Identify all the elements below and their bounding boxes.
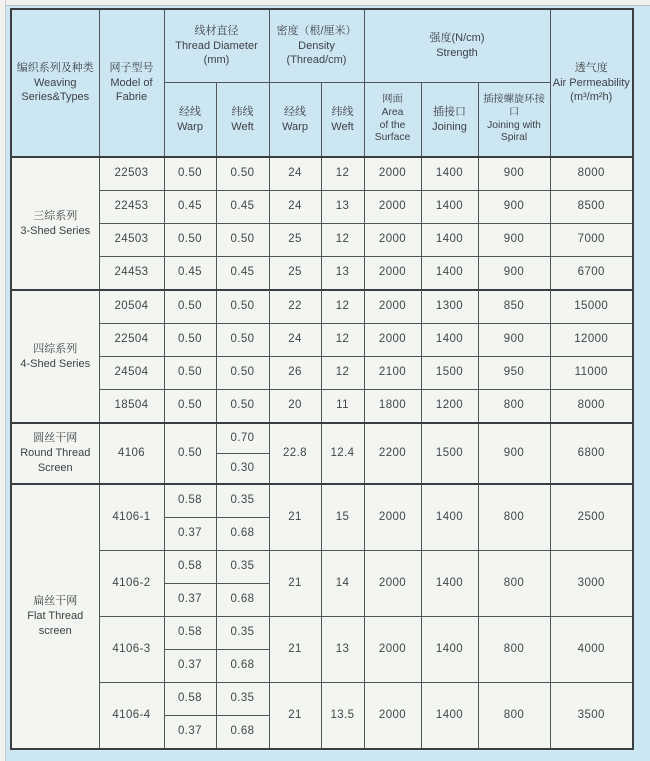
series-label-en: Round Thread Screen bbox=[20, 447, 91, 474]
table-row bbox=[11, 683, 633, 716]
cell-surface-strength: 2000 bbox=[364, 257, 421, 291]
series-label-en: Flat Thread screen bbox=[27, 610, 84, 637]
cell-surface-strength: 2000 bbox=[364, 551, 421, 617]
table-row bbox=[11, 257, 633, 291]
cell-surface-strength: 2000 bbox=[364, 683, 421, 750]
series-label-zh: 三综系列 bbox=[33, 209, 78, 222]
cell-warp-diameter-bottom: 0.37 bbox=[164, 716, 216, 750]
cell-weft-diameter-bottom: 0.68 bbox=[216, 716, 269, 750]
cell-permeability: 12000 bbox=[550, 324, 633, 357]
spiral-zh: 插接螺旋环接口 bbox=[483, 93, 545, 118]
cell-spiral-strength: 900 bbox=[478, 191, 550, 224]
joining-en: Joining bbox=[432, 120, 467, 133]
table-row bbox=[11, 423, 633, 454]
cell-model: 4106-2 bbox=[99, 551, 164, 617]
weft-zh: 纬线 bbox=[231, 105, 254, 118]
header-permeability-en: Air Permeability bbox=[552, 76, 630, 89]
cell-spiral-strength: 900 bbox=[478, 423, 550, 484]
header-model-en: Model of bbox=[110, 76, 153, 89]
series-label-en: 3-Shed Series bbox=[20, 224, 91, 237]
cell-weft-diameter: 0.50 bbox=[216, 324, 269, 357]
cell-permeability: 15000 bbox=[550, 290, 633, 324]
header-strength-zh: 强度(N/cm) bbox=[429, 32, 485, 45]
cell-joining-strength: 1400 bbox=[421, 157, 478, 191]
cell-permeability: 11000 bbox=[550, 357, 633, 390]
weft-en: Weft bbox=[231, 120, 254, 133]
cell-density-weft: 12 bbox=[321, 290, 364, 324]
cell-warp-diameter: 0.45 bbox=[164, 257, 216, 291]
header-series bbox=[11, 9, 99, 157]
cell-joining-strength: 1400 bbox=[421, 257, 478, 291]
cell-warp-diameter: 0.50 bbox=[164, 324, 216, 357]
header-series-zh: 编织系列及种类 bbox=[16, 61, 94, 74]
cell-density-warp: 22 bbox=[269, 290, 321, 324]
cell-density-weft: 12 bbox=[321, 224, 364, 257]
cell-warp-diameter-top: 0.58 bbox=[164, 683, 216, 716]
cell-weft-diameter-top: 0.35 bbox=[216, 617, 269, 650]
cell-warp-diameter-top: 0.58 bbox=[164, 617, 216, 650]
cell-permeability: 3500 bbox=[550, 683, 633, 750]
surface-en2: of the bbox=[379, 119, 406, 131]
cell-model: 4106-3 bbox=[99, 617, 164, 683]
cell-warp-diameter: 0.50 bbox=[164, 390, 216, 424]
cell-joining-strength: 1400 bbox=[421, 191, 478, 224]
header-series-en2: Series&Types bbox=[21, 91, 90, 104]
header-model-en2: Fabrie bbox=[115, 91, 148, 104]
cell-weft-diameter-top: 0.35 bbox=[216, 683, 269, 716]
warp-zh: 经线 bbox=[284, 105, 306, 118]
cell-warp-diameter-bottom: 0.37 bbox=[164, 650, 216, 683]
cell-warp-diameter: 0.50 bbox=[164, 357, 216, 390]
cell-spiral-strength: 900 bbox=[478, 224, 550, 257]
cell-density-weft: 12 bbox=[321, 357, 364, 390]
cell-spiral-strength: 800 bbox=[478, 617, 550, 683]
table-row bbox=[11, 324, 633, 357]
cell-model: 24453 bbox=[99, 257, 164, 291]
cell-spiral-strength: 950 bbox=[478, 357, 550, 390]
cell-surface-strength: 1800 bbox=[364, 390, 421, 424]
table-row bbox=[11, 617, 633, 650]
cell-series-3shed bbox=[11, 157, 99, 290]
cell-spiral-strength: 800 bbox=[478, 484, 550, 551]
cell-model: 24504 bbox=[99, 357, 164, 390]
cell-permeability: 6700 bbox=[550, 257, 633, 291]
cell-warp-diameter: 0.50 bbox=[164, 290, 216, 324]
header-model-zh: 网子型号 bbox=[109, 61, 154, 74]
cell-density-warp: 21 bbox=[269, 551, 321, 617]
cell-weft-diameter: 0.50 bbox=[216, 157, 269, 191]
cell-density-weft: 11 bbox=[321, 390, 364, 424]
cell-density-warp: 25 bbox=[269, 257, 321, 291]
table-row bbox=[11, 484, 633, 518]
header-density-zh: 密度（根/厘米） bbox=[276, 24, 357, 37]
table-row bbox=[11, 390, 633, 424]
header-permeability bbox=[550, 9, 633, 157]
cell-model: 4106 bbox=[99, 423, 164, 484]
cell-weft-diameter: 0.50 bbox=[216, 390, 269, 424]
header-diameter-en: Thread Diameter bbox=[175, 39, 258, 52]
surface-en3: Surface bbox=[374, 132, 411, 144]
cell-joining-strength: 1500 bbox=[421, 357, 478, 390]
cell-density-weft: 13 bbox=[321, 257, 364, 291]
cell-density-warp: 24 bbox=[269, 324, 321, 357]
cell-joining-strength: 1400 bbox=[421, 683, 478, 750]
table-row bbox=[11, 191, 633, 224]
header-series-en: Weaving bbox=[33, 76, 77, 89]
cell-model: 4106-4 bbox=[99, 683, 164, 750]
cell-joining-strength: 1200 bbox=[421, 390, 478, 424]
header-density-en: Density (Thread/cm) bbox=[286, 39, 347, 67]
header-density-group bbox=[269, 9, 364, 83]
cell-density-weft: 12 bbox=[321, 157, 364, 191]
cell-spiral-strength: 850 bbox=[478, 290, 550, 324]
header-strength-group bbox=[364, 9, 550, 83]
surface-zh: 网面 bbox=[382, 93, 403, 105]
cell-warp-diameter-top: 0.58 bbox=[164, 484, 216, 518]
cell-density-weft: 15 bbox=[321, 484, 364, 551]
cell-surface-strength: 2200 bbox=[364, 423, 421, 484]
cell-permeability: 6800 bbox=[550, 423, 633, 484]
cell-warp-diameter: 0.50 bbox=[164, 157, 216, 191]
cell-joining-strength: 1400 bbox=[421, 324, 478, 357]
cell-permeability: 8000 bbox=[550, 157, 633, 191]
cell-density-weft: 14 bbox=[321, 551, 364, 617]
cell-density-warp: 25 bbox=[269, 224, 321, 257]
cell-spiral-strength: 800 bbox=[478, 683, 550, 750]
scan-edge-top bbox=[0, 0, 650, 6]
cell-spiral-strength: 900 bbox=[478, 324, 550, 357]
cell-weft-diameter-top: 0.70 bbox=[216, 423, 269, 454]
cell-density-warp: 24 bbox=[269, 157, 321, 191]
cell-density-warp: 22.8 bbox=[269, 423, 321, 484]
cell-weft-diameter-top: 0.35 bbox=[216, 551, 269, 584]
cell-permeability: 3000 bbox=[550, 551, 633, 617]
cell-weft-diameter: 0.45 bbox=[216, 191, 269, 224]
warp-zh: 经线 bbox=[179, 105, 201, 118]
cell-model: 22504 bbox=[99, 324, 164, 357]
table-row bbox=[11, 290, 633, 324]
header-permeability-unit: (m³/m²h) bbox=[570, 91, 613, 104]
cell-weft-diameter-bottom: 0.68 bbox=[216, 584, 269, 617]
cell-joining-strength: 1400 bbox=[421, 484, 478, 551]
header-diameter-weft bbox=[216, 83, 269, 158]
cell-density-warp: 21 bbox=[269, 683, 321, 750]
header-surface bbox=[364, 83, 421, 158]
cell-surface-strength: 2000 bbox=[364, 290, 421, 324]
cell-model: 4106-1 bbox=[99, 484, 164, 551]
cell-surface-strength: 2000 bbox=[364, 224, 421, 257]
header-joining bbox=[421, 83, 478, 158]
cell-density-warp: 24 bbox=[269, 191, 321, 224]
spec-table bbox=[10, 8, 634, 750]
cell-warp-diameter: 0.50 bbox=[164, 224, 216, 257]
header-density-weft bbox=[321, 83, 364, 158]
cell-joining-strength: 1400 bbox=[421, 617, 478, 683]
cell-spiral-strength: 800 bbox=[478, 551, 550, 617]
table-row bbox=[11, 224, 633, 257]
table-row bbox=[11, 357, 633, 390]
header-diameter-warp bbox=[164, 83, 216, 158]
cell-permeability: 8000 bbox=[550, 390, 633, 424]
cell-permeability: 7000 bbox=[550, 224, 633, 257]
cell-surface-strength: 2000 bbox=[364, 191, 421, 224]
cell-density-weft: 13 bbox=[321, 617, 364, 683]
cell-surface-strength: 2000 bbox=[364, 157, 421, 191]
cell-surface-strength: 2000 bbox=[364, 617, 421, 683]
series-label-zh: 圆丝干网 bbox=[33, 432, 78, 445]
cell-spiral-strength: 800 bbox=[478, 390, 550, 424]
header-permeability-zh: 透气度 bbox=[574, 61, 608, 74]
header-diameter-unit: (mm) bbox=[203, 54, 230, 67]
cell-surface-strength: 2000 bbox=[364, 484, 421, 551]
scan-edge-left bbox=[0, 0, 6, 761]
cell-density-warp: 26 bbox=[269, 357, 321, 390]
cell-permeability: 4000 bbox=[550, 617, 633, 683]
cell-joining-strength: 1300 bbox=[421, 290, 478, 324]
cell-series-round bbox=[11, 423, 99, 484]
joining-zh: 插接口 bbox=[433, 105, 466, 118]
cell-permeability: 8500 bbox=[550, 191, 633, 224]
weft-en: Weft bbox=[331, 120, 354, 133]
cell-density-weft: 13 bbox=[321, 191, 364, 224]
header-row-groups bbox=[11, 9, 633, 83]
cell-model: 22503 bbox=[99, 157, 164, 191]
spiral-en2: Spiral bbox=[500, 132, 528, 144]
cell-warp-diameter-bottom: 0.37 bbox=[164, 518, 216, 551]
cell-weft-diameter: 0.45 bbox=[216, 257, 269, 291]
weft-zh: 纬线 bbox=[331, 105, 354, 118]
cell-series-4shed bbox=[11, 290, 99, 423]
cell-warp-diameter-top: 0.58 bbox=[164, 551, 216, 584]
header-spiral bbox=[478, 83, 550, 158]
cell-spiral-strength: 900 bbox=[478, 157, 550, 191]
cell-weft-diameter-bottom: 0.30 bbox=[216, 454, 269, 485]
cell-model: 18504 bbox=[99, 390, 164, 424]
cell-density-warp: 21 bbox=[269, 484, 321, 551]
series-label-zh: 四综系列 bbox=[33, 342, 78, 355]
cell-weft-diameter: 0.50 bbox=[216, 290, 269, 324]
table-row bbox=[11, 551, 633, 584]
cell-model: 20504 bbox=[99, 290, 164, 324]
cell-surface-strength: 2100 bbox=[364, 357, 421, 390]
series-label-en: 4-Shed Series bbox=[20, 357, 91, 370]
cell-model: 24503 bbox=[99, 224, 164, 257]
header-model bbox=[99, 9, 164, 157]
cell-model: 22453 bbox=[99, 191, 164, 224]
cell-density-weft: 12.4 bbox=[321, 423, 364, 484]
table-row bbox=[11, 157, 633, 191]
header-strength-en: Strength bbox=[436, 47, 478, 59]
cell-density-weft: 13.5 bbox=[321, 683, 364, 750]
header-diameter-zh: 线材直径 bbox=[194, 24, 239, 37]
cell-weft-diameter: 0.50 bbox=[216, 357, 269, 390]
cell-surface-strength: 2000 bbox=[364, 324, 421, 357]
cell-spiral-strength: 900 bbox=[478, 257, 550, 291]
series-label-zh: 扁丝干网 bbox=[33, 595, 78, 608]
header-density-warp bbox=[269, 83, 321, 158]
cell-joining-strength: 1500 bbox=[421, 423, 478, 484]
cell-density-weft: 12 bbox=[321, 324, 364, 357]
cell-warp-diameter: 0.50 bbox=[164, 423, 216, 484]
cell-joining-strength: 1400 bbox=[421, 224, 478, 257]
header-diameter-group bbox=[164, 9, 269, 83]
cell-density-warp: 20 bbox=[269, 390, 321, 424]
cell-weft-diameter: 0.50 bbox=[216, 224, 269, 257]
cell-density-warp: 21 bbox=[269, 617, 321, 683]
cell-warp-diameter-bottom: 0.37 bbox=[164, 584, 216, 617]
cell-weft-diameter-top: 0.35 bbox=[216, 484, 269, 518]
warp-en: Warp bbox=[282, 120, 308, 133]
cell-permeability: 2500 bbox=[550, 484, 633, 551]
spiral-en1: Joining with bbox=[487, 119, 541, 131]
cell-joining-strength: 1400 bbox=[421, 551, 478, 617]
cell-weft-diameter-bottom: 0.68 bbox=[216, 650, 269, 683]
surface-en1: Area bbox=[381, 106, 404, 118]
warp-en: Warp bbox=[177, 120, 203, 133]
cell-warp-diameter: 0.45 bbox=[164, 191, 216, 224]
cell-series-flat bbox=[11, 484, 99, 749]
cell-weft-diameter-bottom: 0.68 bbox=[216, 518, 269, 551]
